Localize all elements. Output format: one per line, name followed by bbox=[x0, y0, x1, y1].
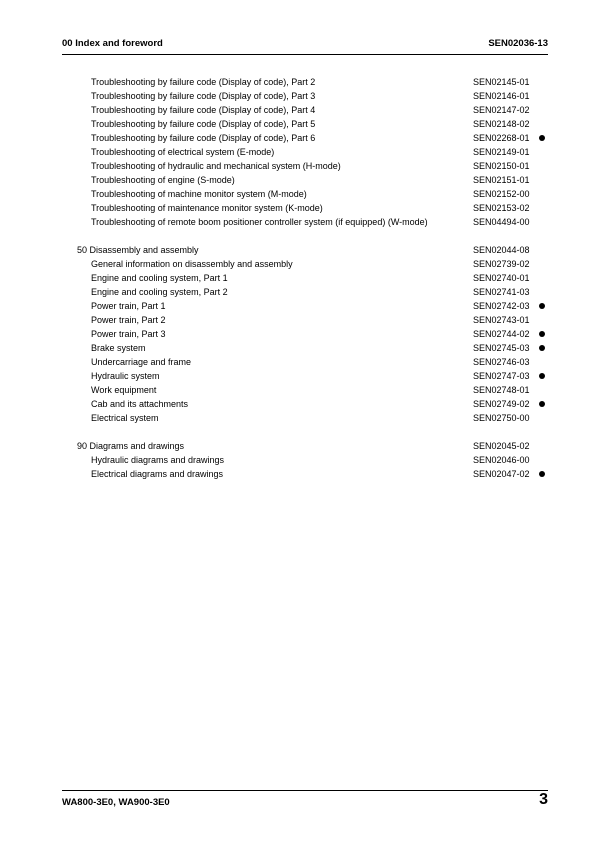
toc-row bbox=[0, 341, 596, 355]
toc-doc-code: SEN02740-01 bbox=[473, 273, 530, 283]
toc-item-title: Troubleshooting of engine (S-mode) bbox=[91, 175, 235, 185]
toc-row bbox=[0, 75, 596, 89]
toc-row bbox=[0, 355, 596, 369]
toc-doc-code: SEN02750-00 bbox=[473, 413, 530, 423]
toc-item-title: Work equipment bbox=[91, 385, 157, 395]
toc-row bbox=[0, 103, 596, 117]
toc-doc-code: SEN02749-02 bbox=[473, 399, 530, 409]
toc-doc-code: SEN02742-03 bbox=[473, 301, 530, 311]
toc-row bbox=[0, 145, 596, 159]
toc-item-title: Cab and its attachments bbox=[91, 399, 189, 409]
toc-item-title: Undercarriage and frame bbox=[91, 357, 192, 367]
toc-item-title: Troubleshooting of hydraulic and mechanical system (H-mode) bbox=[91, 161, 341, 171]
table-of-contents bbox=[0, 75, 596, 481]
toc-item-title: Power train, Part 2 bbox=[91, 315, 166, 325]
toc-doc-code: SEN02268-01 bbox=[473, 133, 530, 143]
toc-row bbox=[0, 467, 596, 481]
toc-row bbox=[0, 313, 596, 327]
toc-doc-code: SEN04494-00 bbox=[473, 217, 530, 227]
toc-item-title: Troubleshooting by failure code (Display of code), Part 6 bbox=[91, 133, 316, 143]
toc-item-title: Troubleshooting of maintenance monitor system (K-mode) bbox=[91, 203, 323, 213]
toc-row bbox=[0, 285, 596, 299]
toc-item-title: Hydraulic system bbox=[91, 371, 160, 381]
revision-bullet-icon bbox=[539, 135, 545, 141]
toc-doc-code: SEN02146-01 bbox=[473, 91, 530, 101]
toc-doc-code: SEN02145-01 bbox=[473, 77, 530, 87]
toc-row bbox=[0, 89, 596, 103]
toc-row bbox=[0, 271, 596, 285]
toc-row bbox=[0, 187, 596, 201]
toc-doc-code: SEN02044-08 bbox=[473, 245, 530, 255]
toc-item-title: Troubleshooting by failure code (Display of code), Part 3 bbox=[91, 91, 316, 101]
toc-row bbox=[0, 369, 596, 383]
toc-item-title: Hydraulic diagrams and drawings bbox=[91, 455, 225, 465]
toc-item-title: Troubleshooting by failure code (Display of code), Part 5 bbox=[91, 119, 316, 129]
toc-row bbox=[0, 453, 596, 467]
toc-item-title: Brake system bbox=[91, 343, 146, 353]
header-rule bbox=[62, 54, 548, 55]
toc-row bbox=[0, 397, 596, 411]
toc-item-title: Troubleshooting of machine monitor system (M-mode) bbox=[91, 189, 307, 199]
toc-doc-code: SEN02147-02 bbox=[473, 105, 530, 115]
toc-doc-code: SEN02150-01 bbox=[473, 161, 530, 171]
toc-item-title: Troubleshooting by failure code (Display of code), Part 4 bbox=[91, 105, 316, 115]
header-doc-code: SEN02036-13 bbox=[488, 38, 548, 49]
toc-item-title: Engine and cooling system, Part 2 bbox=[91, 287, 228, 297]
revision-bullet-icon bbox=[539, 345, 545, 351]
toc-item-title: Troubleshooting by failure code (Display of code), Part 2 bbox=[91, 77, 316, 87]
toc-row bbox=[0, 215, 596, 229]
toc-doc-code: SEN02152-00 bbox=[473, 189, 530, 199]
toc-doc-code: SEN02149-01 bbox=[473, 147, 530, 157]
toc-row bbox=[0, 411, 596, 425]
toc-doc-code: SEN02741-03 bbox=[473, 287, 530, 297]
toc-item-title: Troubleshooting of electrical system (E-mode) bbox=[91, 147, 275, 157]
page-header bbox=[62, 38, 548, 52]
toc-item-title: Power train, Part 1 bbox=[91, 301, 166, 311]
toc-doc-code: SEN02153-02 bbox=[473, 203, 530, 213]
footer-rule bbox=[62, 790, 548, 791]
toc-doc-code: SEN02744-02 bbox=[473, 329, 530, 339]
toc-row bbox=[0, 117, 596, 131]
toc-section-row bbox=[0, 243, 596, 257]
revision-bullet-icon bbox=[539, 331, 545, 337]
toc-section-row bbox=[0, 439, 596, 453]
header-section-title: 00 Index and foreword bbox=[62, 38, 163, 49]
toc-doc-code: SEN02739-02 bbox=[473, 259, 530, 269]
toc-row bbox=[0, 299, 596, 313]
toc-doc-code: SEN02747-03 bbox=[473, 371, 530, 381]
toc-item-title: Electrical system bbox=[91, 413, 159, 423]
revision-bullet-icon bbox=[539, 373, 545, 379]
toc-doc-code: SEN02743-01 bbox=[473, 315, 530, 325]
toc-row bbox=[0, 257, 596, 271]
toc-doc-code: SEN02745-03 bbox=[473, 343, 530, 353]
toc-doc-code: SEN02151-01 bbox=[473, 175, 530, 185]
revision-bullet-icon bbox=[539, 471, 545, 477]
toc-doc-code: SEN02148-02 bbox=[473, 119, 530, 129]
toc-item-title: Engine and cooling system, Part 1 bbox=[91, 273, 228, 283]
toc-row bbox=[0, 159, 596, 173]
toc-doc-code: SEN02748-01 bbox=[473, 385, 530, 395]
toc-doc-code: SEN02746-03 bbox=[473, 357, 530, 367]
toc-row bbox=[0, 201, 596, 215]
toc-item-title: Troubleshooting of remote boom positioner controller system (if equipped) (W-mode) bbox=[91, 217, 428, 227]
toc-row bbox=[0, 173, 596, 187]
toc-doc-code: SEN02046-00 bbox=[473, 455, 530, 465]
toc-doc-code: SEN02045-02 bbox=[473, 441, 530, 451]
toc-item-title: Electrical diagrams and drawings bbox=[91, 469, 224, 479]
toc-doc-code: SEN02047-02 bbox=[473, 469, 530, 479]
toc-spacer bbox=[0, 425, 596, 439]
toc-row bbox=[0, 383, 596, 397]
footer-model: WA800-3E0, WA900-3E0 bbox=[62, 797, 170, 808]
toc-row bbox=[0, 327, 596, 341]
toc-item-title: General information on disassembly and assembly bbox=[91, 259, 293, 269]
page-number: 3 bbox=[539, 791, 548, 808]
toc-item-title: Power train, Part 3 bbox=[91, 329, 166, 339]
revision-bullet-icon bbox=[539, 303, 545, 309]
toc-section-title: 50 Disassembly and assembly bbox=[77, 245, 199, 255]
revision-bullet-icon bbox=[539, 401, 545, 407]
toc-section-title: 90 Diagrams and drawings bbox=[77, 441, 185, 451]
toc-row bbox=[0, 131, 596, 145]
toc-spacer bbox=[0, 229, 596, 243]
